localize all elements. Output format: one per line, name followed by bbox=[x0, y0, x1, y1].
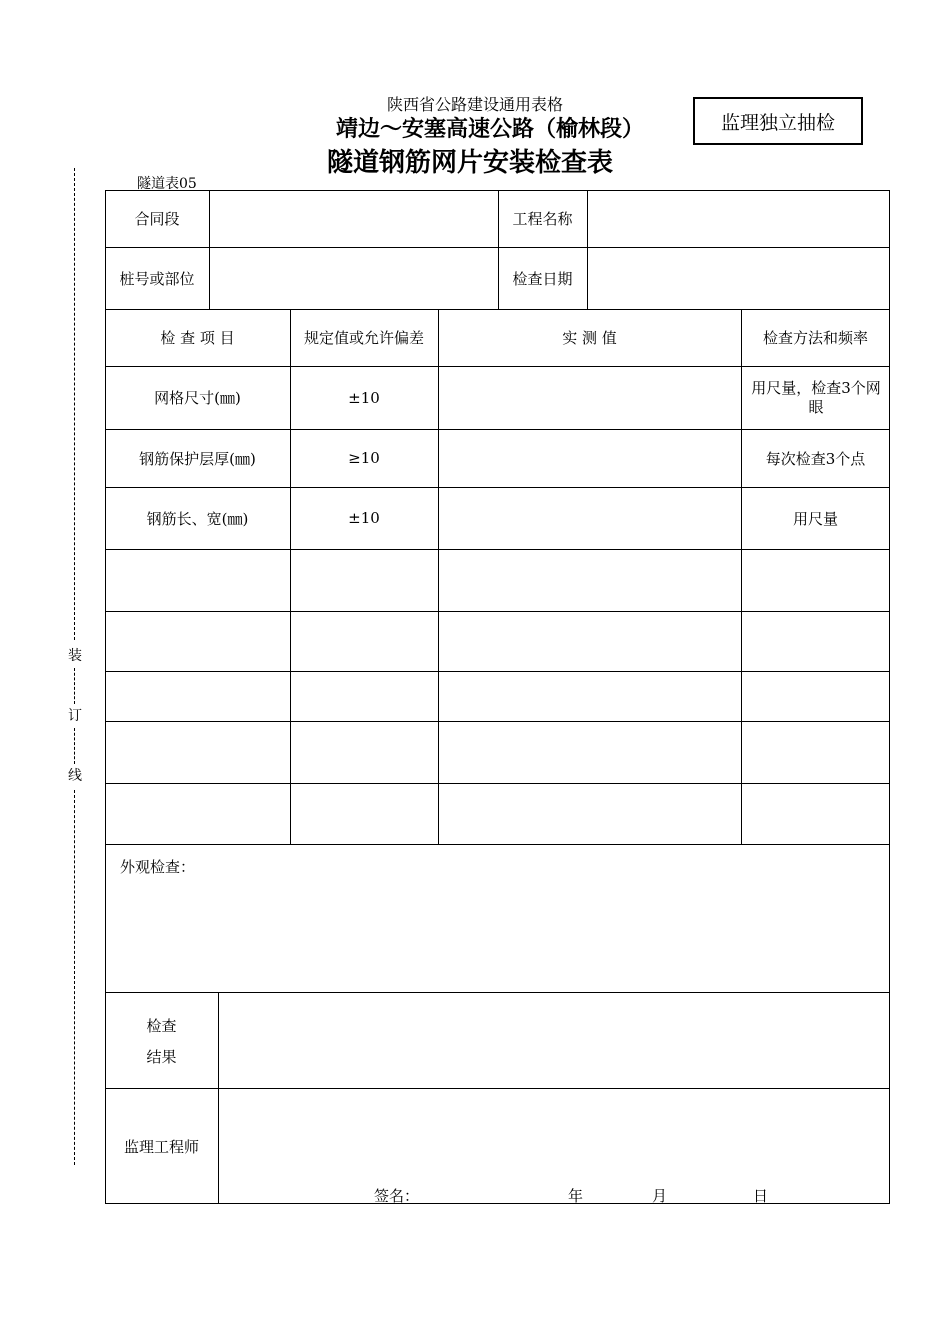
row-divider bbox=[105, 844, 890, 845]
inspection-date-label: 检查日期 bbox=[512, 269, 573, 288]
project-name-heading: 靖边～安塞高速公路（榆林段） bbox=[335, 117, 644, 142]
row-tolerance: ±10 bbox=[348, 509, 380, 527]
row-measured[interactable] bbox=[438, 671, 741, 721]
row-measured[interactable] bbox=[438, 549, 741, 611]
form-number: 隧道表05 bbox=[137, 176, 197, 192]
row-measured[interactable] bbox=[438, 721, 741, 783]
header-item: 检 查 项 目 bbox=[160, 329, 235, 347]
row-divider bbox=[105, 1088, 890, 1089]
binding-char-3: 线 bbox=[68, 768, 82, 784]
row-item: 网格尺寸(㎜) bbox=[154, 389, 241, 407]
row-tolerance: ≥10 bbox=[348, 449, 380, 467]
month-label: 月 bbox=[652, 1187, 668, 1205]
row-measured[interactable] bbox=[438, 611, 741, 671]
binding-line-mid1 bbox=[74, 668, 75, 704]
row-tolerance[interactable] bbox=[290, 783, 438, 844]
row-item: 钢筋保护层厚(㎜) bbox=[139, 449, 256, 468]
row-item[interactable] bbox=[105, 549, 290, 611]
row-tolerance[interactable] bbox=[290, 721, 438, 783]
binding-line-mid2 bbox=[74, 728, 75, 764]
header-method: 检查方法和频率 bbox=[762, 329, 868, 347]
result-label-line2: 结果 bbox=[146, 1047, 177, 1066]
row-measured[interactable] bbox=[438, 366, 741, 429]
day-label: 日 bbox=[753, 1187, 769, 1205]
supervision-stamp: 监理独立抽检 bbox=[693, 97, 863, 145]
appearance-check-label: 外观检查： bbox=[120, 858, 196, 876]
project-name-field[interactable] bbox=[587, 190, 890, 247]
binding-char-2: 订 bbox=[68, 708, 82, 724]
row-tolerance[interactable] bbox=[290, 549, 438, 611]
engineer-label: 监理工程师 bbox=[123, 1137, 199, 1156]
form-series-title: 陕西省公路建设通用表格 bbox=[386, 95, 563, 114]
binding-line-lower bbox=[74, 790, 75, 1165]
header-measured: 实 测 值 bbox=[562, 329, 617, 347]
inspection-date-field[interactable] bbox=[587, 247, 890, 309]
row-method: 每次检查3个点 bbox=[765, 449, 866, 468]
row-measured[interactable] bbox=[438, 487, 741, 549]
row-item[interactable] bbox=[105, 671, 290, 721]
row-item: 钢筋长、宽(㎜) bbox=[146, 509, 249, 528]
row-tolerance[interactable] bbox=[290, 671, 438, 721]
row-method: 用尺量，检查3个网眼 bbox=[751, 378, 881, 416]
appearance-check-field[interactable] bbox=[120, 880, 880, 985]
row-measured[interactable] bbox=[438, 783, 741, 844]
row-item[interactable] bbox=[105, 721, 290, 783]
year-label: 年 bbox=[568, 1187, 584, 1205]
contract-field[interactable] bbox=[209, 190, 498, 247]
row-method[interactable] bbox=[741, 721, 890, 783]
binding-line-upper bbox=[74, 168, 75, 640]
row-measured[interactable] bbox=[438, 429, 741, 487]
header-tolerance: 规定值或允许偏差 bbox=[303, 329, 424, 347]
signature-field[interactable] bbox=[420, 1183, 550, 1203]
row-item[interactable] bbox=[105, 611, 290, 671]
row-method[interactable] bbox=[741, 611, 890, 671]
row-tolerance[interactable] bbox=[290, 611, 438, 671]
result-label-line1: 检查 bbox=[146, 1016, 177, 1035]
station-field[interactable] bbox=[209, 247, 498, 309]
result-field[interactable] bbox=[218, 992, 890, 1088]
row-method[interactable] bbox=[741, 549, 890, 611]
station-label: 桩号或部位 bbox=[119, 269, 195, 288]
row-method[interactable] bbox=[741, 671, 890, 721]
page-title: 隧道钢筋网片安装检查表 bbox=[326, 148, 613, 178]
signature-label: 签名： bbox=[374, 1187, 420, 1205]
project-name-label: 工程名称 bbox=[512, 210, 573, 228]
row-method: 用尺量 bbox=[792, 509, 838, 528]
row-tolerance: ±10 bbox=[348, 388, 380, 407]
row-method[interactable] bbox=[741, 783, 890, 844]
row-item[interactable] bbox=[105, 783, 290, 844]
binding-char-1: 装 bbox=[68, 648, 82, 664]
contract-label: 合同段 bbox=[134, 210, 180, 228]
